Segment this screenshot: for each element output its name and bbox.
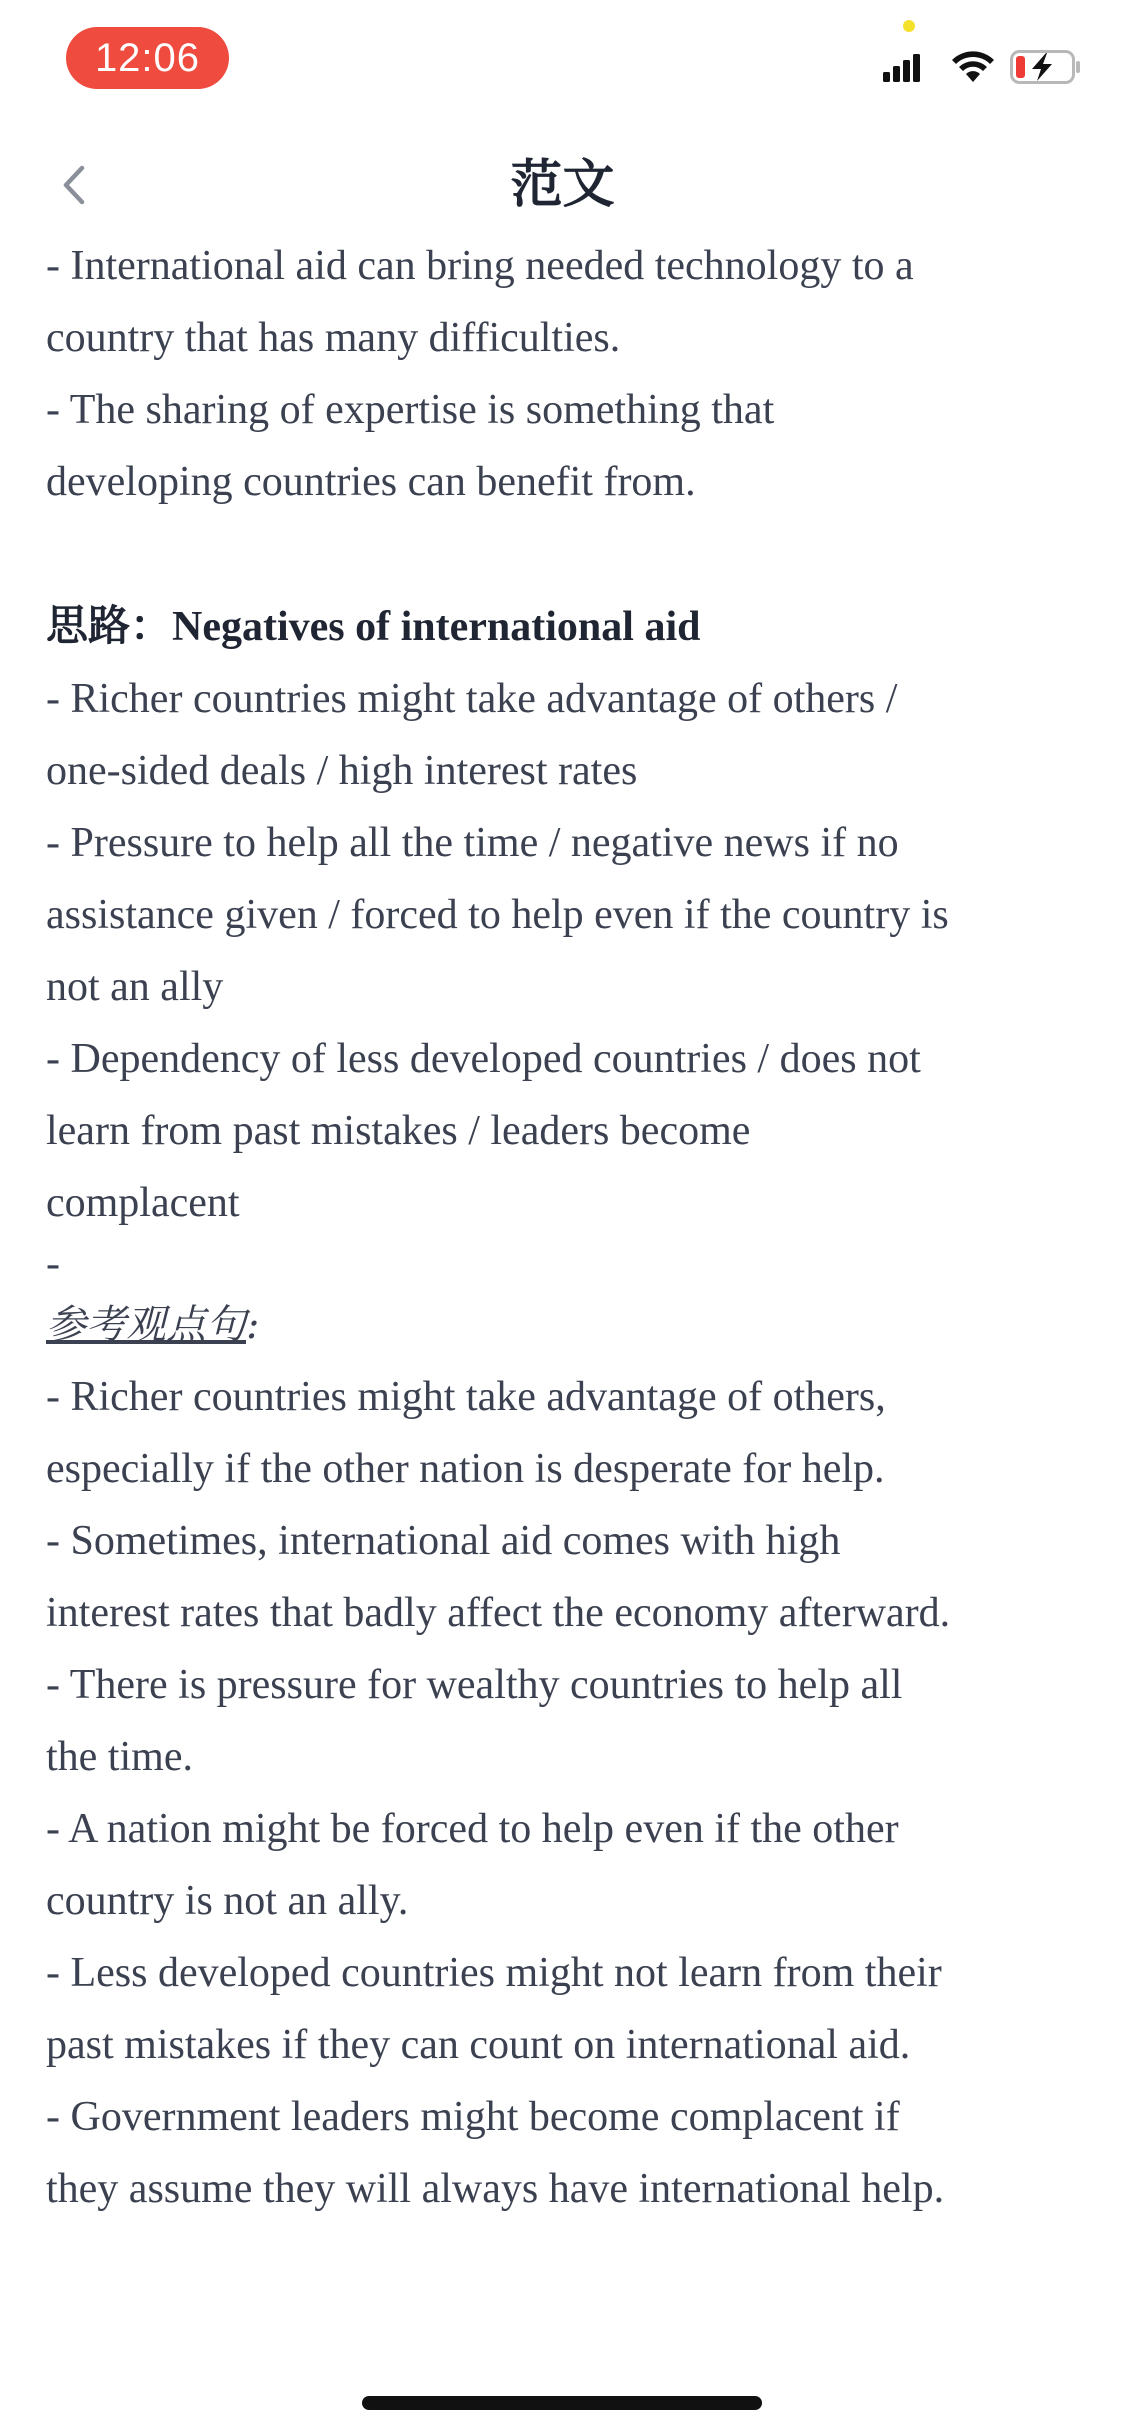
text-line: complacent — [46, 1180, 240, 1226]
status-time[interactable]: 12:06 — [66, 27, 229, 89]
text-line: interest rates that badly affect the economy afterward. — [46, 1590, 951, 1636]
battery-charging-icon — [1010, 50, 1082, 84]
text-line: they assume they will always have international help. — [46, 2166, 945, 2212]
home-indicator[interactable] — [362, 2396, 762, 2410]
text-line: developing countries can benefit from. — [46, 459, 696, 505]
reference-label-colon: : — [246, 1302, 260, 1348]
text-line: not an ally — [46, 964, 224, 1010]
text-line: past mistakes if they can count on international aid. — [46, 2022, 911, 2068]
text-line: - Government leaders might become complacent if — [46, 2094, 900, 2140]
text-line: - Sometimes, international aid comes with high — [46, 1518, 841, 1564]
text-line: - Pressure to help all the time / negative news if no — [46, 820, 899, 866]
heading-label-cn: 思路： — [46, 601, 173, 650]
text-line: country that has many difficulties. — [46, 315, 621, 361]
page-title: 范文 — [510, 155, 615, 215]
text-line: - A nation might be forced to help even if the other — [46, 1806, 899, 1852]
text-line: country is not an ally. — [46, 1878, 409, 1924]
text-line: - Richer countries might take advantage of others / — [46, 676, 898, 722]
essay-content — [46, 230, 1091, 2225]
status-bar — [0, 0, 1125, 130]
wifi-icon — [950, 48, 996, 84]
text-line: the time. — [46, 1734, 193, 1780]
separator-dash: - — [46, 1241, 60, 1287]
text-line: - International aid can bring needed technology to a — [46, 243, 914, 289]
cellular-signal-icon — [883, 52, 923, 82]
reference-label — [46, 1289, 1091, 1361]
reference-label-text: 参考观点句 — [46, 1302, 246, 1348]
privacy-dot-indicator — [903, 20, 915, 32]
text-line: - Richer countries might take advantage of others, — [46, 1374, 886, 1420]
text-line: learn from past mistakes / leaders become — [46, 1108, 751, 1154]
heading-label-en: Negatives of international aid — [172, 604, 701, 650]
text-line: - The sharing of expertise is something that — [46, 387, 775, 433]
text-line: assistance given / forced to help even if the country is — [46, 892, 949, 938]
text-line: one-sided deals / high interest rates — [46, 748, 638, 794]
text-line: - There is pressure for wealthy countries to help all — [46, 1662, 903, 1708]
text-line: - Dependency of less developed countries / does not — [46, 1036, 921, 1082]
spacer — [46, 518, 1091, 590]
section-heading — [46, 590, 1091, 663]
text-line: especially if the other nation is desperate for help. — [46, 1446, 885, 1492]
nav-bar — [0, 130, 1125, 240]
text-line: - Less developed countries might not learn from their — [46, 1950, 942, 1996]
